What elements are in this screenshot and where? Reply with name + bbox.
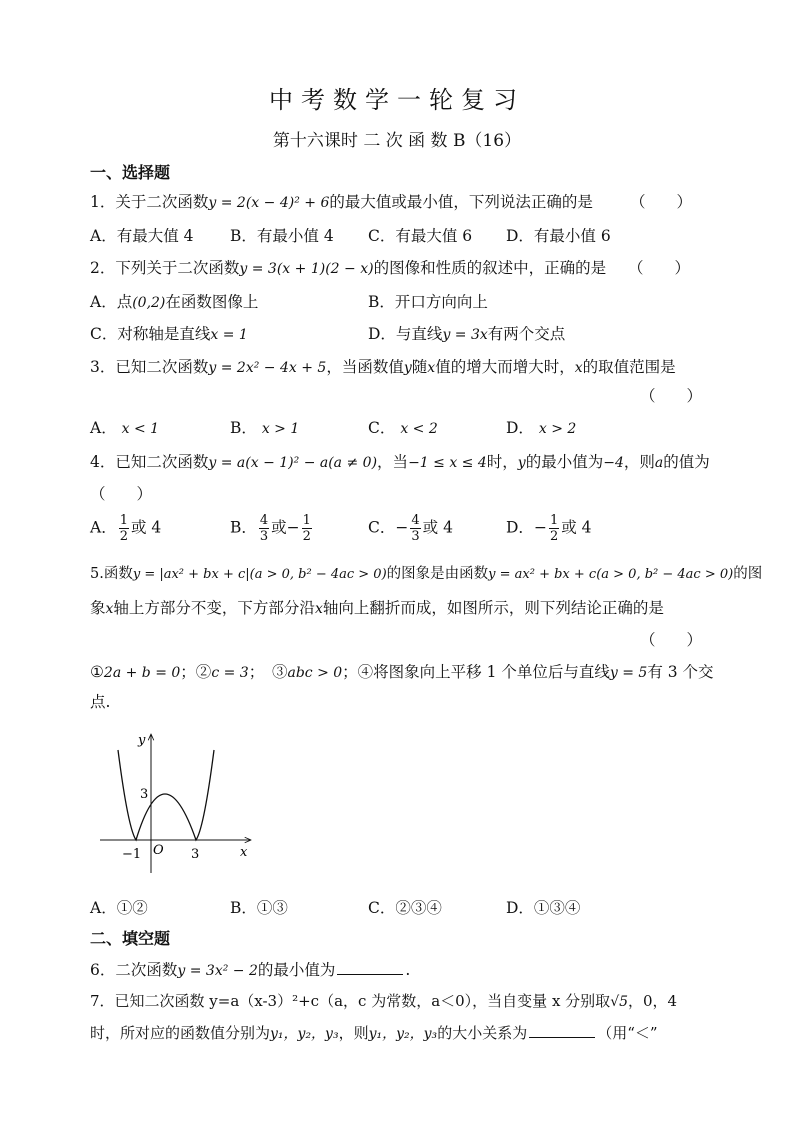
q7-line-1-end: ，0，4 xyxy=(628,992,678,1010)
q3-var-y: y xyxy=(403,360,412,376)
q1-option-b: B．有最小值 4 xyxy=(230,227,334,245)
q3-option-a xyxy=(90,416,159,438)
q4-option-c-fraction xyxy=(410,514,420,543)
q2-option-c-label: C．对称轴是直线 xyxy=(90,325,211,343)
q3-option-a-formula: x < 1 xyxy=(121,421,160,437)
q7-line-2-end: （用“＜” xyxy=(597,1024,658,1042)
q5-cond-4-formula: y = 5 xyxy=(609,665,648,681)
q4-condition: −1 ≤ x ≤ 4 xyxy=(408,455,487,471)
q5-option-a: A．①② xyxy=(90,899,148,917)
q2-answer-paren: （ ） xyxy=(628,259,691,277)
q4-answer-paren: （ ） xyxy=(90,485,153,503)
q4-option-b-fraction-2 xyxy=(302,514,312,543)
frac-numerator: 4 xyxy=(411,513,420,528)
q3-text-pre: 已知二次函数 xyxy=(115,358,209,376)
q5-option-c: C．②③④ xyxy=(368,899,442,917)
page-title: 中考数学一轮复习 xyxy=(269,86,525,114)
q1-option-d: D．有最小值 6 xyxy=(506,227,611,245)
q3-answer-paren: （ ） xyxy=(640,387,703,405)
q5-option-d: D．①③④ xyxy=(506,899,581,917)
q4-option-a xyxy=(90,514,161,543)
q1-option-a: A．有最大值 4 xyxy=(90,227,194,245)
section-heading-fill: 二、填空题 xyxy=(90,929,171,948)
q3-option-c-label: C． xyxy=(368,419,396,437)
frac-denominator: 3 xyxy=(411,529,420,544)
q2-option-d-formula: y = 3x xyxy=(442,327,488,343)
q6-answer-blank[interactable] xyxy=(337,960,403,975)
q5-option-b: B．①③ xyxy=(230,899,288,917)
graph-x-label: x xyxy=(240,845,248,860)
q5-cond-2-mark: ；② xyxy=(180,663,212,681)
q5-cond-1: 2a + b = 0 xyxy=(103,665,181,681)
q2-number: 2． xyxy=(90,259,116,277)
q2-text-pre: 下列关于二次函数 xyxy=(115,259,240,277)
q1-formula: y = 2(x − 4)² + 6 xyxy=(208,195,330,211)
q3-text-post: 的取值范围是 xyxy=(582,358,676,376)
q4-option-a-label: A． xyxy=(90,518,117,537)
q5-cond-4-post: 有 3 个交 xyxy=(647,663,714,681)
q4-number: 4． xyxy=(90,453,116,471)
question-4 xyxy=(90,450,710,472)
q3-option-d-label: D． xyxy=(506,419,534,437)
frac-denominator: 2 xyxy=(119,529,128,544)
q4-min-value: −4 xyxy=(603,455,624,471)
q3-text-2: 随 xyxy=(411,358,428,376)
q1-number: 1． xyxy=(90,193,116,211)
q5-text-pre: 函数 xyxy=(103,566,133,582)
q5-formula-1: y = |ax² + bx + c|(a > 0, b² − 4ac > 0) xyxy=(132,567,387,582)
question-7 xyxy=(90,990,677,1011)
q4-option-a-text: 或 4 xyxy=(130,518,162,537)
q6-text-pre: 二次函数 xyxy=(115,961,178,979)
q2-option-c-formula: x = 1 xyxy=(210,327,248,343)
q5-function-graph xyxy=(96,728,266,878)
q4-formula: y = a(x − 1)² − a(a ≠ 0) xyxy=(208,455,378,471)
q5-number: 5. xyxy=(90,566,104,582)
q3-var-x: x xyxy=(427,360,436,376)
q5-answer-paren: （ ） xyxy=(640,631,703,649)
q4-option-d-fraction xyxy=(549,514,559,543)
q7-line-1: 7．已知二次函数 y=a（x-3）²+c（a，c 为常数，a＜0），当自变量 x 分别取 xyxy=(90,992,611,1010)
q2-option-c xyxy=(90,322,248,344)
q3-text-3: 值的增大而增大时， xyxy=(435,358,575,376)
q3-option-a-label: A． xyxy=(90,419,117,437)
q4-var-a: a xyxy=(654,455,664,471)
q6-text-post: 的最小值为 xyxy=(257,961,336,979)
q6-formula: y = 3x² − 2 xyxy=(177,963,258,979)
q2-option-b: B．开口方向向上 xyxy=(368,293,488,311)
q3-option-b xyxy=(230,416,299,438)
q7-sqrt-value: √5 xyxy=(610,994,629,1010)
q5-cond-1-mark: ① xyxy=(90,663,104,681)
q3-number: 3． xyxy=(90,358,116,376)
question-3 xyxy=(90,355,676,377)
q2-text-post: 的图像和性质的叙述中，正确的是 xyxy=(373,259,607,277)
q3-option-c-formula: x < 2 xyxy=(400,421,438,437)
q2-option-a-formula: (0,2) xyxy=(132,295,166,311)
q5-cond-4-pre: ；④将图象向上平移 1 个单位后与直线 xyxy=(342,663,610,681)
frac-numerator: 4 xyxy=(259,513,269,528)
q4-option-c xyxy=(368,514,453,543)
q4-text-4: ，则 xyxy=(623,453,655,471)
question-7-line-2 xyxy=(90,1022,658,1043)
q4-option-c-text: 或 4 xyxy=(422,518,453,537)
q4-text-2: 时， xyxy=(486,453,518,471)
q4-text-pre: 已知二次函数 xyxy=(115,453,209,471)
question-5-line-2 xyxy=(90,596,664,618)
graph-y-label: y xyxy=(138,733,146,748)
question-2 xyxy=(90,256,606,278)
q7-answer-blank[interactable] xyxy=(529,1023,595,1038)
q3-option-b-formula: x > 1 xyxy=(261,421,300,437)
q3-option-c xyxy=(368,416,438,438)
q3-option-b-label: B． xyxy=(230,419,257,437)
graph-tick-3: 3 xyxy=(191,847,200,862)
q4-option-a-fraction xyxy=(119,514,129,543)
q1-text-post: 的最大值或最小值，下列说法正确的是 xyxy=(329,193,593,211)
q2-formula: y = 3(x + 1)(2 − x) xyxy=(239,261,374,277)
q5-cond-3-mark: ； ③ xyxy=(248,663,288,681)
q5-var-x2: x xyxy=(314,601,323,617)
frac-numerator: 1 xyxy=(119,513,128,528)
q5-line2-post: 轴向上翻折而成，如图所示，则下列结论正确的是 xyxy=(322,599,664,617)
q4-option-b-label: B． xyxy=(230,518,257,537)
q2-option-d-text: 有两个交点 xyxy=(487,325,566,343)
frac-denominator: 2 xyxy=(302,529,311,544)
q2-option-a-text: 在函数图像上 xyxy=(165,293,259,311)
q7-y-values-2: y₁，y₂，y₃ xyxy=(368,1026,438,1042)
graph-y-tick-3: 3 xyxy=(140,787,149,802)
q5-line2-pre: 象 xyxy=(90,599,106,617)
q1-option-c: C．有最大值 6 xyxy=(368,227,473,245)
q4-option-d-text: 或 4 xyxy=(561,518,592,537)
q4-text-1: ，当 xyxy=(377,453,409,471)
frac-denominator: 2 xyxy=(549,529,559,544)
q5-text-post: 的图 xyxy=(733,566,763,582)
q4-option-b-fraction-1 xyxy=(259,514,269,543)
frac-numerator: 1 xyxy=(549,513,559,528)
frac-numerator: 1 xyxy=(302,513,311,528)
page-subtitle: 第十六课时 二 次 函 数 B（16） xyxy=(272,131,522,151)
q5-cond-2: c = 3 xyxy=(211,665,249,681)
q7-y-values: y₁，y₂，y₃ xyxy=(270,1026,339,1042)
q4-option-d xyxy=(506,514,592,543)
q4-option-d-sign: − xyxy=(533,518,547,537)
q4-text-post: 的值为 xyxy=(663,453,710,471)
q4-option-c-label: C． xyxy=(368,518,396,537)
q2-option-d xyxy=(368,322,565,344)
q7-line-2-post: 的大小关系为 xyxy=(437,1024,528,1042)
q7-line-2-mid: ，则 xyxy=(338,1024,369,1042)
q4-option-b xyxy=(230,514,314,543)
q3-formula: y = 2x² − 4x + 5 xyxy=(208,360,327,376)
q3-option-d xyxy=(506,416,576,438)
q5-line2-mid: 轴上方部分不变，下方部分沿 xyxy=(113,599,315,617)
q5-var-x: x xyxy=(105,601,114,617)
q4-option-b-text: 或− xyxy=(271,518,300,537)
frac-denominator: 3 xyxy=(259,529,269,544)
q4-option-c-sign: − xyxy=(395,518,409,537)
q3-option-d-formula: x > 2 xyxy=(538,421,577,437)
q4-var-y: y xyxy=(517,455,526,471)
q6-end: . xyxy=(405,961,411,979)
question-6 xyxy=(90,958,410,980)
question-1 xyxy=(90,190,593,212)
q4-option-d-label: D． xyxy=(506,518,534,537)
q5-formula-2: y = ax² + bx + c(a > 0, b² − 4ac > 0) xyxy=(488,567,734,582)
q2-option-a-label: A．点 xyxy=(90,293,133,311)
q3-var-x2: x xyxy=(574,360,583,376)
q2-option-d-label: D．与直线 xyxy=(368,325,443,343)
q1-text-pre: 关于二次函数 xyxy=(115,193,209,211)
section-heading-choice: 一、选择题 xyxy=(90,163,171,182)
graph-tick-neg1: −1 xyxy=(122,847,142,862)
q5-text-mid: 的图象是由函数 xyxy=(386,566,489,582)
q7-line-2-pre: 时，所对应的函数值分别为 xyxy=(90,1024,271,1042)
graph-origin-label: O xyxy=(153,843,164,858)
q4-text-3: 的最小值为 xyxy=(525,453,604,471)
q6-number: 6． xyxy=(90,961,116,979)
question-5-line-4: 点. xyxy=(90,693,111,711)
q5-cond-3: abc > 0 xyxy=(287,665,343,681)
question-5-conditions xyxy=(90,660,714,682)
curve-absolute-quadratic xyxy=(118,750,214,840)
q2-option-a xyxy=(90,290,258,312)
q3-text-1: ，当函数值 xyxy=(326,358,404,376)
q1-answer-paren: （ ） xyxy=(630,193,693,211)
question-5 xyxy=(90,562,762,583)
